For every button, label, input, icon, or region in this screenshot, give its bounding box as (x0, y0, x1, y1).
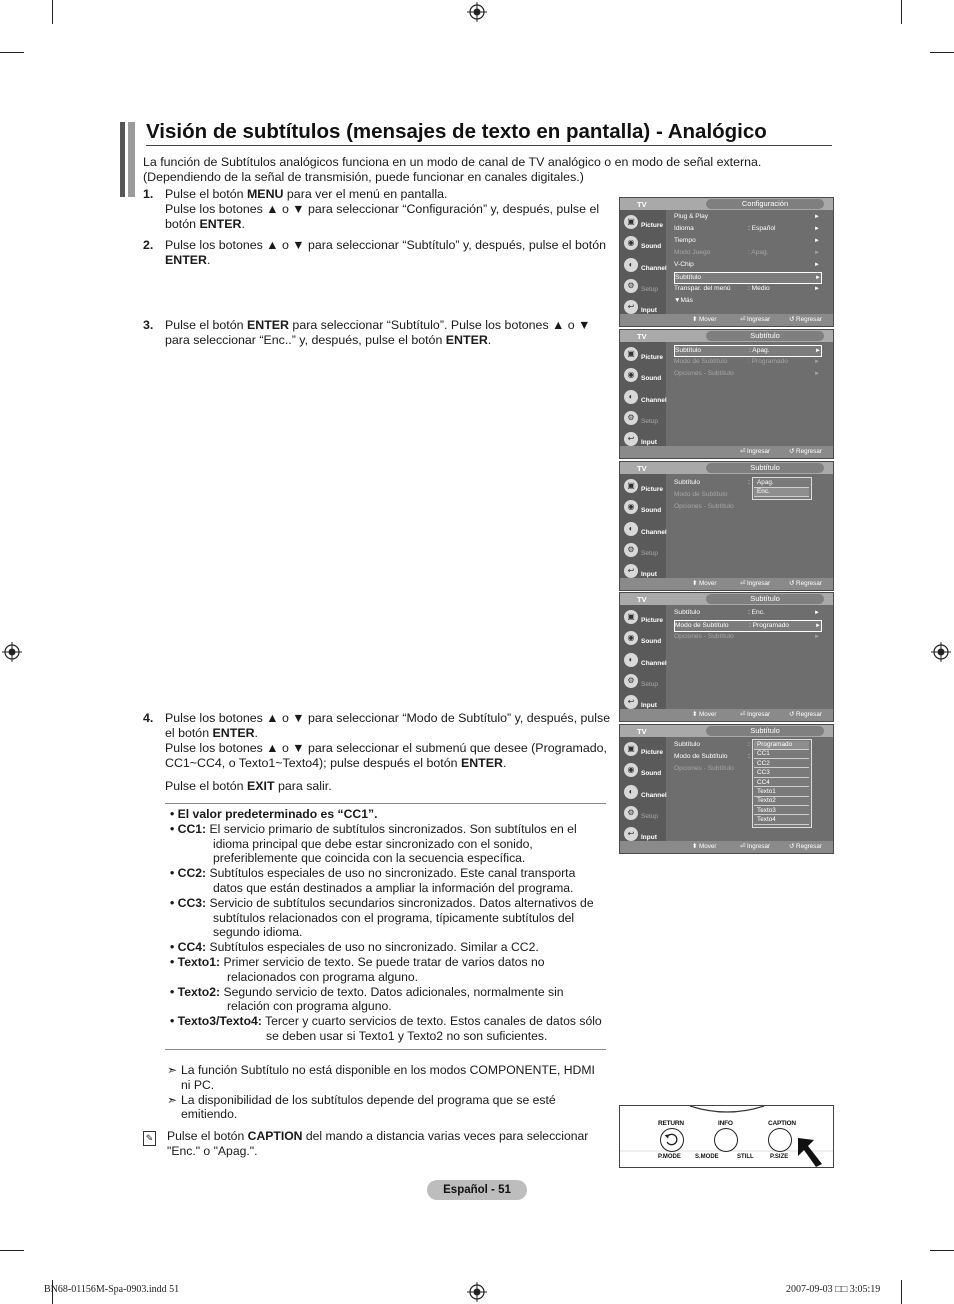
tv-menu-row[interactable] (674, 284, 820, 294)
tv-sidebar-item[interactable] (622, 213, 666, 233)
tv-menu-main (668, 342, 832, 446)
tv-footer-enter: ⏎ Ingresar (740, 711, 771, 718)
tv-row-label: V-Chip (674, 261, 694, 268)
tv-sidebar-item[interactable] (622, 366, 666, 386)
tv-menu-sidebar (620, 210, 666, 314)
tv-category-icon: ◉ (624, 631, 638, 645)
tv-row-label: Transpar. del menú (674, 285, 731, 292)
tv-row-arrow-icon: ► (814, 634, 820, 640)
tv-category-icon: ↩ (624, 827, 638, 841)
caption-mode-label: Texto3/Texto4: (177, 1014, 262, 1029)
tv-sidebar-label: Input (641, 834, 657, 841)
tv-category-icon: ▣ (624, 742, 638, 756)
crop-mark (930, 52, 954, 53)
tv-category-icon: ⚙ (624, 411, 638, 425)
crop-mark (930, 1250, 954, 1251)
info-box-rule (165, 1049, 606, 1050)
tv-menu-row[interactable] (674, 369, 820, 379)
return-icon: ↺ (789, 711, 795, 718)
tv-sidebar-label: Picture (641, 222, 664, 229)
caption-tip-text: Pulse el botón CAPTION del mando a distancia varias veces para seleccionar "Enc." o "Apag.". (167, 1129, 589, 1158)
footer-file-name: BN68-01156M-Spa-0903.indd 51 (44, 1284, 180, 1295)
tv-category-icon: ↩ (624, 300, 638, 314)
caption-mode-description: Segundo servicio de texto. Datos adicionales, normalmente sin relación con programa alguno. (223, 984, 564, 1014)
tv-sidebar-label: Setup (641, 813, 658, 820)
tv-row-label: Modo de Subtítulo (674, 753, 728, 760)
move-icon: ⬍ (692, 316, 698, 323)
remote-label-return: RETURN (658, 1120, 684, 1127)
crop-mark (901, 0, 902, 24)
step-number: 4. (143, 711, 154, 725)
move-icon: ⬍ (692, 580, 698, 587)
note-item: ➣ La disponibilidad de los subtítulos depende del programa que se esté emitiendo. (167, 1092, 556, 1122)
tv-row-label: Opciones - Subtítulo (674, 765, 734, 772)
tv-row-label: Subtítulo (674, 479, 701, 486)
tv-row-value: : Medio (748, 285, 770, 292)
tv-footer-move: ⬍ Mover (692, 711, 717, 718)
tv-sidebar-item[interactable] (622, 608, 666, 628)
tv-menu-footer (620, 446, 833, 458)
step-number: 1. (143, 187, 154, 201)
tv-category-icon: ↩ (624, 564, 638, 578)
tv-sidebar-label: Input (641, 439, 657, 446)
tv-row-label: Modo Juego (674, 249, 711, 256)
tv-sidebar-item[interactable] (622, 498, 666, 518)
registration-mark-icon (2, 642, 22, 662)
info-button[interactable] (714, 1128, 738, 1152)
tv-menu-row[interactable] (674, 248, 820, 258)
tv-row-label: Subtítulo (674, 741, 701, 748)
tv-row-arrow-icon: ► (814, 359, 820, 365)
tv-row-value: : Español (748, 225, 776, 232)
tv-sidebar-label: Input (641, 702, 657, 709)
tv-menu-title: Subtítulo (706, 594, 824, 604)
tv-sidebar-label: Setup (641, 418, 658, 425)
tv-sidebar-item[interactable] (622, 345, 666, 365)
tv-menu-row[interactable] (674, 260, 820, 270)
bullet: • (170, 940, 178, 955)
tv-menu-row[interactable] (674, 296, 820, 306)
tv-label: TV (637, 595, 647, 604)
tv-menu-sidebar (620, 342, 666, 446)
tv-menu-row[interactable] (674, 357, 820, 367)
tv-sidebar-item[interactable] (622, 277, 666, 297)
tv-row-arrow-icon: ► (814, 262, 820, 268)
caption-mode-item (160, 940, 606, 955)
tv-row-arrow-icon: ► (815, 623, 821, 629)
tv-sidebar-item[interactable] (622, 477, 666, 497)
tv-menu-row[interactable] (674, 212, 820, 222)
tv-option-item[interactable]: CC3 (754, 769, 809, 778)
tv-menu-screen (619, 461, 834, 591)
tv-menu-row[interactable] (674, 224, 820, 234)
tv-sidebar-label: Sound (641, 243, 662, 250)
caption-mode-label: Texto2: (177, 984, 221, 999)
tv-footer-return: ↺ Regresar (789, 316, 822, 323)
tv-sidebar-label: Channel (641, 397, 667, 404)
tv-menu-row[interactable] (674, 272, 822, 284)
tv-menu-header (620, 462, 833, 474)
tv-row-value: : (748, 741, 750, 748)
tv-category-icon: ◐ (624, 785, 638, 799)
tv-menu-footer (620, 841, 833, 853)
tv-sidebar-label: Channel (641, 660, 667, 667)
return-icon: ↺ (789, 316, 795, 323)
caption-modes-list (170, 807, 606, 1044)
footer-timestamp: 2007-09-03 □□ 3:05:19 (786, 1284, 881, 1295)
enter-icon: ⏎ (740, 316, 746, 323)
tv-menu-footer (620, 314, 833, 326)
tv-sidebar-label: Channel (641, 529, 667, 536)
tv-footer-return: ↺ Regresar (789, 843, 822, 850)
remote-label-caption: CAPTION (768, 1120, 796, 1127)
registration-mark-icon (467, 1282, 487, 1302)
tv-option-item[interactable]: Apag. (754, 479, 809, 488)
bullet: • (170, 807, 178, 821)
tv-sidebar-label: Setup (641, 681, 658, 688)
tv-footer-return: ↺ Regresar (789, 580, 822, 587)
tv-row-arrow-icon: ► (814, 226, 820, 232)
tv-footer-return: ↺ Regresar (789, 711, 822, 718)
caption-mode-item (160, 985, 606, 1015)
return-icon: ↺ (789, 843, 795, 850)
tv-category-icon: ⚙ (624, 806, 638, 820)
caption-mode-item (160, 822, 606, 866)
tv-row-label: Modo de Subtítulo (674, 358, 728, 365)
tv-sidebar-item[interactable] (622, 651, 666, 671)
tv-sidebar-label: Input (641, 571, 657, 578)
bullet: • (170, 866, 178, 881)
tv-option-item[interactable]: CC2 (754, 760, 809, 769)
caption-mode-label: El valor predeterminado es “CC1”. (177, 807, 378, 821)
step-text: Pulse el botón MENU para ver el menú en pantalla. Pulse los botones ▲ o ▼ para seleccionar “Configuración” y, después, pulse el botón ENTER. (165, 187, 600, 231)
caption-mode-item (160, 807, 606, 822)
caption-mode-label: CC3: (177, 895, 207, 910)
tv-menu-row[interactable] (674, 620, 822, 632)
note-item: ➣ La función Subtítulo no está disponible en los modos COMPONENTE, HDMI ni PC. (167, 1063, 595, 1092)
tv-footer-enter: ⏎ Ingresar (740, 843, 771, 850)
tv-label: TV (637, 464, 647, 473)
caption-mode-label: CC4: (177, 940, 207, 955)
step-text: Pulse los botones ▲ o ▼ para seleccionar “Subtítulo” y, después, pulse el botón ENTER. (165, 238, 607, 267)
tv-label: TV (637, 332, 647, 341)
tv-option-item[interactable]: Enc. (754, 488, 809, 497)
tv-sidebar-item[interactable] (622, 672, 666, 692)
tv-sidebar-label: Picture (641, 749, 664, 756)
tv-option-item[interactable]: Programado (754, 741, 809, 750)
bullet: • (170, 821, 178, 836)
return-icon: ↺ (789, 580, 795, 587)
tv-sidebar-item[interactable] (622, 804, 666, 824)
return-icon: ↺ (789, 448, 795, 455)
tv-row-arrow-icon: ► (814, 238, 820, 244)
caption-mode-description: Servicio de subtítulos secundarios sincronizados. Datos alternativos de subtítulos relacionados con el programa, típicamente subtítulos del segundo idioma. (209, 895, 594, 940)
tv-category-icon: ▣ (624, 347, 638, 361)
tv-category-icon: ⚙ (624, 674, 638, 688)
tv-sidebar-label: Setup (641, 550, 658, 557)
tv-sidebar-item[interactable] (622, 234, 666, 254)
tv-category-icon: ◐ (624, 390, 638, 404)
tv-sidebar-label: Sound (641, 375, 662, 382)
tv-row-arrow-icon: ► (814, 610, 820, 616)
tv-category-icon: ↩ (624, 695, 638, 709)
step-text: Pulse los botones ▲ o ▼ para seleccionar “Modo de Subtítulo” y, después, pulse el botón ENTER. Pulse los botones ▲ o ▼ para seleccionar el submenú que desee (Programado, CC1~CC4, o Texto1~Texto4); pulse después el botón ENTER. Pulse el botón EXIT para salir. (165, 711, 611, 793)
crop-mark (52, 0, 53, 24)
tv-row-label: Idioma (674, 225, 694, 232)
remote-control-illustration (619, 1105, 834, 1168)
caption-mode-description: Tercer y cuarto servicios de texto. Estos canales de datos sólo se deben usar si Texto1 y Texto2 no son suficientes. (265, 1014, 602, 1043)
tv-menu-main (668, 474, 832, 578)
tv-menu-row[interactable] (674, 632, 820, 642)
tv-option-popup (752, 477, 812, 500)
tv-option-item[interactable]: Texto4 (754, 816, 809, 825)
step-text: Pulse el botón ENTER para seleccionar “Subtítulo”. Pulse los botones ▲ o ▼ para seleccionar “Enc..” y, después, pulse el botón ENTER. (165, 318, 591, 347)
caption-mode-label: CC2: (177, 866, 207, 881)
caption-mode-item (160, 1014, 606, 1044)
tv-menu-main (668, 210, 832, 314)
step-number: 3. (143, 318, 154, 332)
page-title: Visión de subtítulos (mensajes de texto en pantalla) - Analógico (146, 120, 767, 143)
step-number: 2. (143, 238, 154, 252)
tv-row-label: Opciones - Subtítulo (674, 370, 734, 377)
tv-menu-footer (620, 578, 833, 590)
tv-sidebar-item[interactable] (622, 541, 666, 561)
tv-row-label: ▼Más (674, 297, 693, 304)
tv-sidebar-item[interactable] (622, 783, 666, 803)
tv-sidebar-item[interactable] (622, 629, 666, 649)
registration-mark-icon (467, 2, 487, 22)
enter-icon: ⏎ (740, 711, 746, 718)
tv-footer-enter: ⏎ Ingresar (740, 448, 771, 455)
tv-footer-enter: ⏎ Ingresar (740, 580, 771, 587)
enter-icon: ⏎ (740, 843, 746, 850)
note-icon: ✎ (143, 1131, 156, 1146)
tv-row-label: Opciones - Subtítulo (674, 503, 734, 510)
tv-menu-title: Configuración (706, 199, 824, 209)
tv-menu-screen (619, 724, 834, 854)
tv-sidebar-item[interactable] (622, 740, 666, 760)
tv-category-icon: ◉ (624, 368, 638, 382)
tv-category-icon: ▣ (624, 215, 638, 229)
tv-menu-header (620, 593, 833, 605)
tv-sidebar-label: Picture (641, 617, 664, 624)
tv-row-label: Plug & Play (674, 213, 709, 220)
tv-row-arrow-icon: ► (815, 348, 821, 354)
tv-row-value: : (748, 753, 750, 760)
tv-footer-move: ⬍ Mover (692, 316, 717, 323)
caption-button[interactable] (768, 1128, 792, 1152)
tv-menu-sidebar (620, 737, 666, 841)
tv-option-popup (752, 739, 812, 828)
move-icon: ⬍ (692, 843, 698, 850)
caption-mode-label: Texto1: (177, 954, 221, 969)
tv-category-icon: ◐ (624, 522, 638, 536)
tv-sidebar-label: Sound (641, 507, 662, 514)
remote-label-psize: P.SIZE (770, 1154, 789, 1160)
remote-label-still: STILL (737, 1154, 754, 1160)
press-arrow-icon (796, 1134, 826, 1168)
notes (167, 1063, 607, 1122)
remote-label-smode: S.MODE (695, 1154, 719, 1160)
tv-row-label: Subtítulo (675, 347, 702, 354)
tv-row-value: : Programado (748, 358, 788, 365)
enter-icon: ⏎ (740, 448, 746, 455)
tv-option-item[interactable]: Texto1 (754, 788, 809, 797)
title-accent-bar (120, 122, 125, 197)
tv-sidebar-label: Sound (641, 770, 662, 777)
caption-mode-description: Primer servicio de texto. Se puede tratar de varios datos no relacionados con programa alguno. (223, 954, 545, 984)
tv-row-label: Opciones - Subtítulo (674, 633, 734, 640)
remote-label-pmode: P.MODE (658, 1154, 681, 1160)
tv-menu-header (620, 725, 833, 737)
tv-row-value: : Apag. (749, 347, 770, 354)
enter-icon: ⏎ (740, 580, 746, 587)
tv-sidebar-item[interactable] (622, 256, 666, 276)
tv-category-icon: ▣ (624, 610, 638, 624)
tv-sidebar-label: Setup (641, 286, 658, 293)
tv-menu-row[interactable] (674, 608, 820, 618)
tv-row-arrow-icon: ► (814, 286, 820, 292)
tv-sidebar-label: Picture (641, 486, 664, 493)
tv-option-item[interactable]: CC4 (754, 779, 809, 788)
tv-option-item[interactable]: Texto3 (754, 807, 809, 816)
caption-mode-label: CC1: (177, 821, 207, 836)
tv-sidebar-label: Channel (641, 792, 667, 799)
tv-menu-row[interactable] (674, 236, 820, 246)
registration-mark-icon (931, 642, 951, 662)
tv-row-value: : Apag. (748, 249, 769, 256)
page-number-badge: Español - 51 (427, 1180, 527, 1200)
tv-menu-title: Subtítulo (706, 463, 824, 473)
tv-label: TV (637, 200, 647, 209)
tv-sidebar-label: Channel (641, 265, 667, 272)
bullet: • (170, 984, 178, 999)
tv-footer-return: ↺ Regresar (789, 448, 822, 455)
tv-row-label: Subtítulo (675, 274, 702, 281)
tv-menu-header (620, 330, 833, 342)
remote-label-info: INFO (718, 1120, 733, 1127)
tv-sidebar-label: Picture (641, 354, 664, 361)
tv-category-icon: ◉ (624, 236, 638, 250)
tv-row-label: Subtítulo (674, 609, 701, 616)
tv-menu-header (620, 198, 833, 210)
tv-row-value: : Programado (749, 622, 789, 629)
tv-menu-main (668, 605, 832, 709)
tv-menu-main (668, 737, 832, 841)
caption-mode-item (160, 866, 606, 896)
info-box-rule (165, 803, 606, 804)
tv-row-label: Modo de Subtítulo (675, 622, 729, 629)
crop-mark (901, 1280, 902, 1304)
tv-menu-screen (619, 197, 834, 327)
tv-row-label: Tiempo (674, 237, 696, 244)
tv-category-icon: ↩ (624, 432, 638, 446)
tv-row-arrow-icon: ► (814, 250, 820, 256)
tv-row-arrow-icon: ► (814, 214, 820, 220)
tv-sidebar-label: Sound (641, 638, 662, 645)
tv-row-arrow-icon: ► (815, 275, 821, 281)
title-rule (146, 145, 832, 146)
intro-paragraph: La función de Subtítulos analógicos funciona en un modo de canal de TV analógico o en modo de señal externa. (Dependiendo de la señal de transmisión, puede funcionar en canales digitales.) (143, 155, 762, 184)
tv-menu-sidebar (620, 605, 666, 709)
tv-category-icon: ◉ (624, 763, 638, 777)
tv-sidebar-item[interactable] (622, 761, 666, 781)
tv-sidebar-item[interactable] (622, 409, 666, 429)
tv-row-label: Modo de Subtítulo (674, 491, 728, 498)
bullet: • (170, 1014, 178, 1029)
tv-menu-title: Subtítulo (706, 331, 824, 341)
tv-menu-screen (619, 592, 834, 722)
tv-menu-footer (620, 709, 833, 721)
tv-category-icon: ◉ (624, 500, 638, 514)
tv-menu-row[interactable] (674, 502, 820, 512)
caption-mode-item (160, 896, 606, 940)
tv-category-icon: ◐ (624, 258, 638, 272)
tv-category-icon: ◐ (624, 653, 638, 667)
tv-option-item[interactable]: CC1 (754, 750, 809, 759)
move-icon: ⬍ (692, 711, 698, 718)
caption-mode-description: Subtítulos especiales de uso no sincronizado. Similar a CC2. (209, 940, 539, 955)
tv-category-icon: ▣ (624, 479, 638, 493)
crop-mark (0, 52, 24, 53)
tv-menu-screen (619, 329, 834, 459)
caption-mode-item (160, 955, 606, 985)
tv-category-icon: ⚙ (624, 279, 638, 293)
tv-row-value: : Enc. (748, 609, 765, 616)
note-arrow-icon: ➣ (167, 1092, 178, 1107)
bullet: • (170, 954, 178, 969)
title-accent-bar (128, 122, 135, 197)
tv-sidebar-label: Input (641, 307, 657, 314)
tv-menu-sidebar (620, 474, 666, 578)
caption-mode-description: Subtítulos especiales de uso no sincronizado. Este canal transporta datos que están destinados a ampliar la información del programa. (209, 866, 576, 895)
tv-menu-row[interactable] (674, 345, 822, 357)
bullet: • (170, 895, 178, 910)
tv-option-item[interactable]: Texto2 (754, 797, 809, 806)
caption-mode-description: El servicio primario de subtítulos sincronizados. Son subtítulos en el idioma principal que debe estar sincronizado con el sonido, preferiblemente que coincida con la secuencia específica. (209, 821, 577, 866)
tv-sidebar-item[interactable] (622, 388, 666, 408)
tv-row-arrow-icon: ► (814, 371, 820, 377)
crop-mark (0, 1250, 24, 1251)
tv-category-icon: ⚙ (624, 543, 638, 557)
tv-footer-move: ⬍ Mover (692, 843, 717, 850)
tv-sidebar-item[interactable] (622, 520, 666, 540)
tv-label: TV (637, 727, 647, 736)
return-button[interactable] (660, 1128, 684, 1152)
tv-footer-move: ⬍ Mover (692, 580, 717, 587)
tv-menu-title: Subtítulo (706, 726, 824, 736)
note-arrow-icon: ➣ (167, 1063, 178, 1077)
tv-row-value: : (748, 479, 750, 486)
tv-footer-enter: ⏎ Ingresar (740, 316, 771, 323)
